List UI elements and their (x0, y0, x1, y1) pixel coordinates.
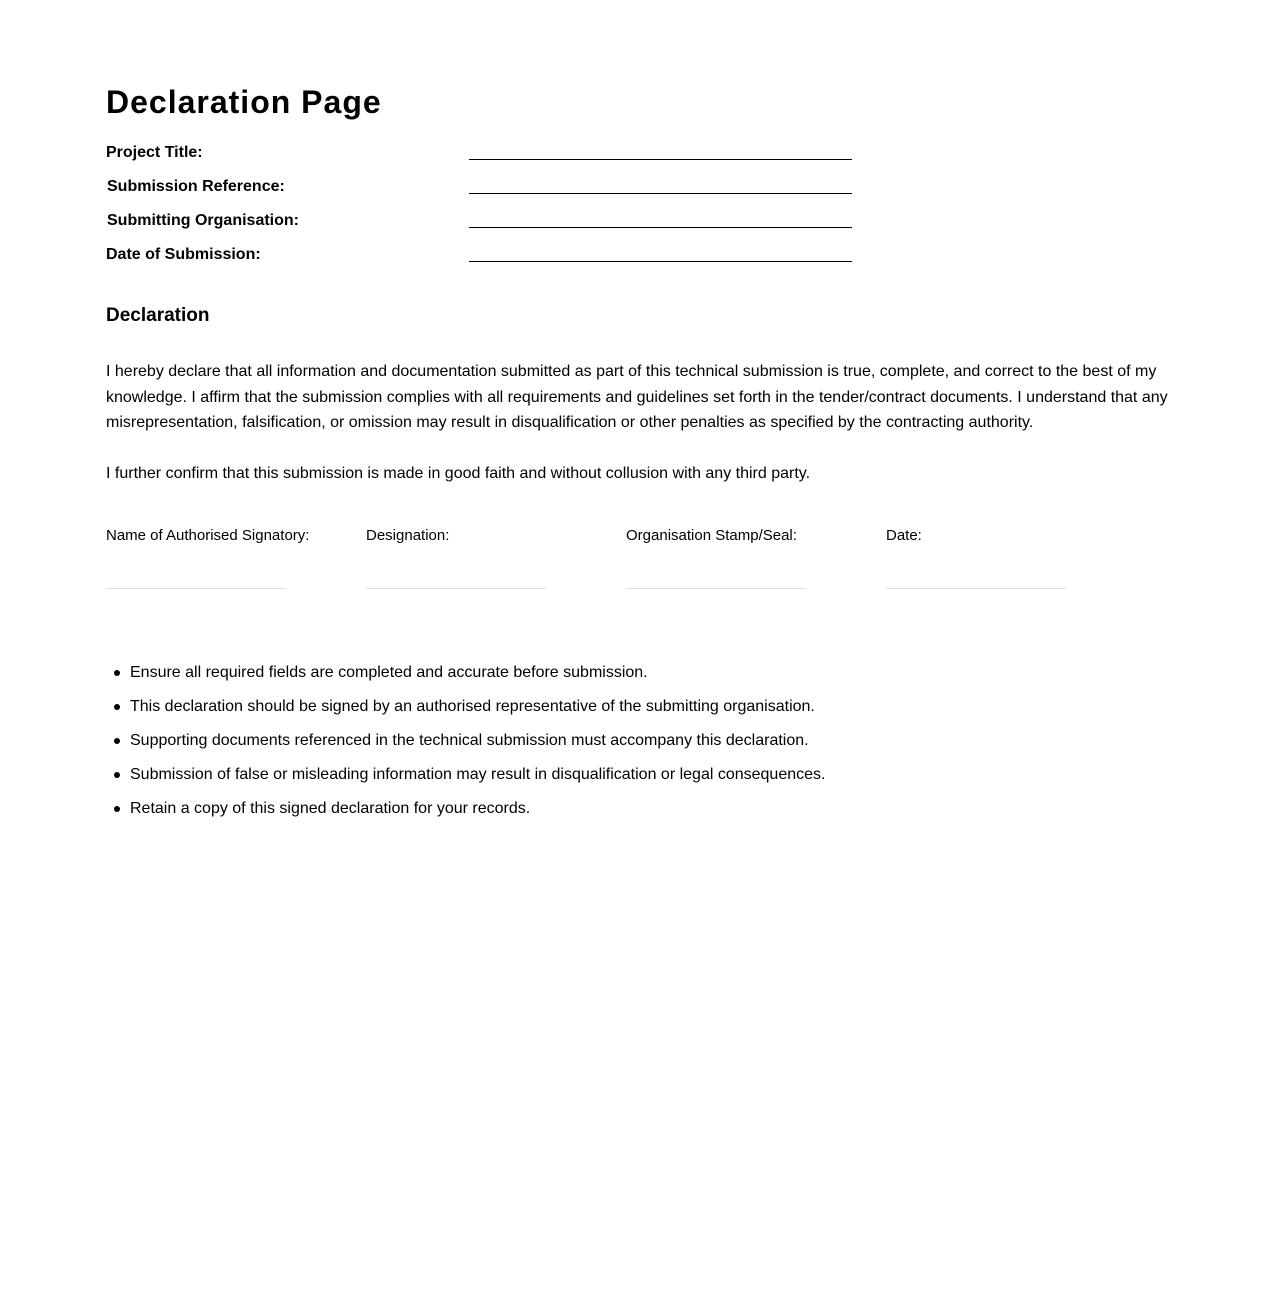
declaration-paragraph: I hereby declare that all information and documentation submitted as part of this technical submission is true, complete, and correct to the best of my knowledge. I affirm that the submission complies with all requirements and guidelines set forth in the tender/contract documents. I understand that any misrepresentation, falsification, or omission may result in disqualification or other penalties as specified by the contracting authority. (106, 363, 1168, 431)
signature-date-line[interactable] (886, 588, 1066, 589)
bullet-icon (114, 772, 120, 778)
note-item (106, 696, 1106, 730)
declaration-paragraph: I further confirm that this submission is made in good faith and without collusion with any third party. (106, 465, 811, 482)
signature-field-stamp (626, 526, 836, 596)
bullet-icon (114, 806, 120, 812)
designation-line[interactable] (366, 588, 546, 589)
field-label: Project Title: (106, 144, 203, 161)
field-label: Submission Reference: (107, 178, 285, 195)
note-text: Ensure all required fields are completed and accurate before submission. (130, 664, 648, 681)
note-item (106, 730, 1106, 764)
bullet-icon (114, 738, 120, 744)
signature-label: Organisation Stamp/Seal: (626, 527, 797, 544)
signatory-name-line[interactable] (106, 588, 286, 589)
signature-field-designation (366, 526, 576, 596)
project-title-input-line[interactable] (469, 159, 852, 160)
note-text: This declaration should be signed by an authorised representative of the submitting organisation. (130, 698, 815, 715)
note-item (106, 764, 1106, 798)
stamp-seal-line[interactable] (626, 588, 806, 589)
notes-list (106, 662, 1106, 832)
signature-field-signatory (106, 526, 316, 596)
field-submitting-organisation (106, 211, 856, 245)
field-project-title (106, 143, 856, 177)
note-text: Submission of false or misleading information may result in disqualification or legal consequences. (130, 766, 826, 783)
submitting-organisation-input-line[interactable] (469, 227, 852, 228)
signature-label: Designation: (366, 527, 450, 544)
page-title: Declaration Page (106, 84, 382, 120)
bullet-icon (114, 704, 120, 710)
date-of-submission-input-line[interactable] (469, 261, 852, 262)
bullet-icon (114, 670, 120, 676)
note-item (106, 662, 1106, 696)
note-text: Retain a copy of this signed declaration for your records. (130, 800, 531, 817)
field-date-of-submission (106, 245, 856, 279)
field-label: Date of Submission: (106, 246, 261, 263)
signature-label: Date: (886, 527, 922, 544)
field-submission-reference (106, 177, 856, 211)
signature-label: Name of Authorised Signatory: (106, 527, 310, 544)
declaration-heading: Declaration (106, 305, 210, 326)
note-item (106, 798, 1106, 832)
field-label: Submitting Organisation: (107, 212, 299, 229)
submission-reference-input-line[interactable] (469, 193, 852, 194)
signature-field-date (886, 526, 1096, 596)
note-text: Supporting documents referenced in the technical submission must accompany this declaration. (130, 732, 809, 749)
